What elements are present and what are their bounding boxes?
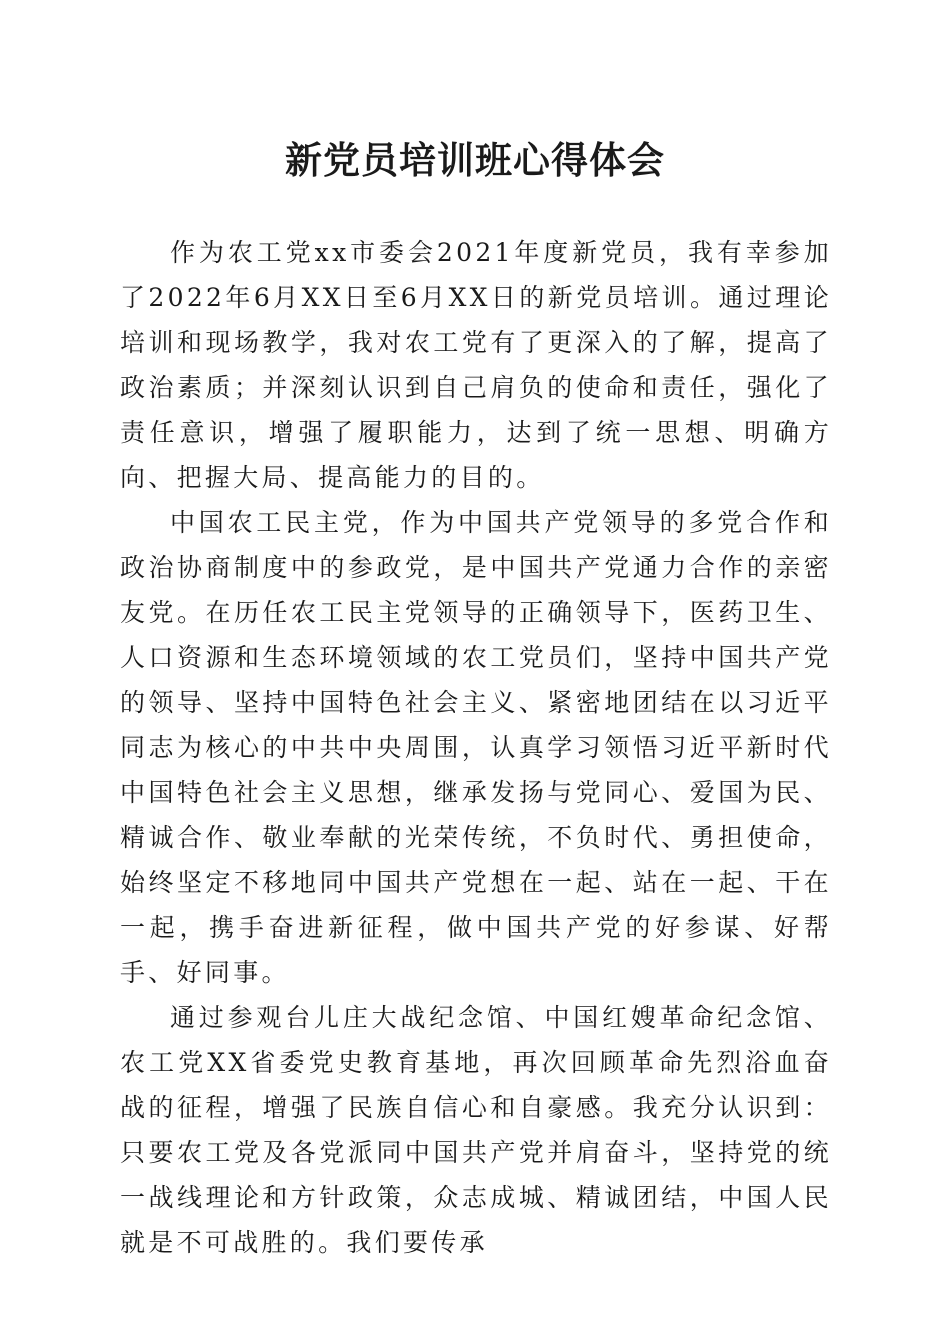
document-title: 新党员培训班心得体会 (285, 138, 665, 182)
paragraph-1: 作为农工党xx市委会2021年度新党员，我有幸参加了2022年6月XX日至6月XX日的新党员培训。通过理论培训和现场教学，我对农工党有了更深入的了解，提高了政治素质；并深刻认识到自己肩负的使命和责任，强化了责任意识，增强了履职能力，达到了统一思想、明确方向、把握大局、提高能力的目的。 (120, 238, 832, 492)
paragraph-2: 中国农工民主党，作为中国共产党领导的多党合作和政治协商制度中的参政党，是中国共产党通力合作的亲密友党。在历任农工民主党领导的正确领导下，医药卫生、人口资源和生态环境领域的农工党员们，坚持中国共产党的领导、坚持中国特色社会主义、紧密地团结在以习近平同志为核心的中共中央周围，认真学习领悟习近平新时代中国特色社会主义思想，继承发扬与党同心、爱国为民、精诚合作、敬业奉献的光荣传统，不负时代、勇担使命，始终坚定不移地同中国共产党想在一起、站在一起、干在一起，携手奋进新征程，做中国共产党的好参谋、好帮手、好同事。 (120, 508, 832, 987)
document-body (120, 230, 832, 1265)
paragraph-3: 通过参观台儿庄大战纪念馆、中国红嫂革命纪念馆、农工党XX省委党史教育基地，再次回顾革命先烈浴血奋战的征程，增强了民族自信心和自豪感。我充分认识到：只要农工党及各党派同中国共产党并肩奋斗，坚持党的统一战线理论和方针政策，众志成城、精诚团结，中国人民就是不可战胜的。我们要传承 (120, 1003, 832, 1257)
